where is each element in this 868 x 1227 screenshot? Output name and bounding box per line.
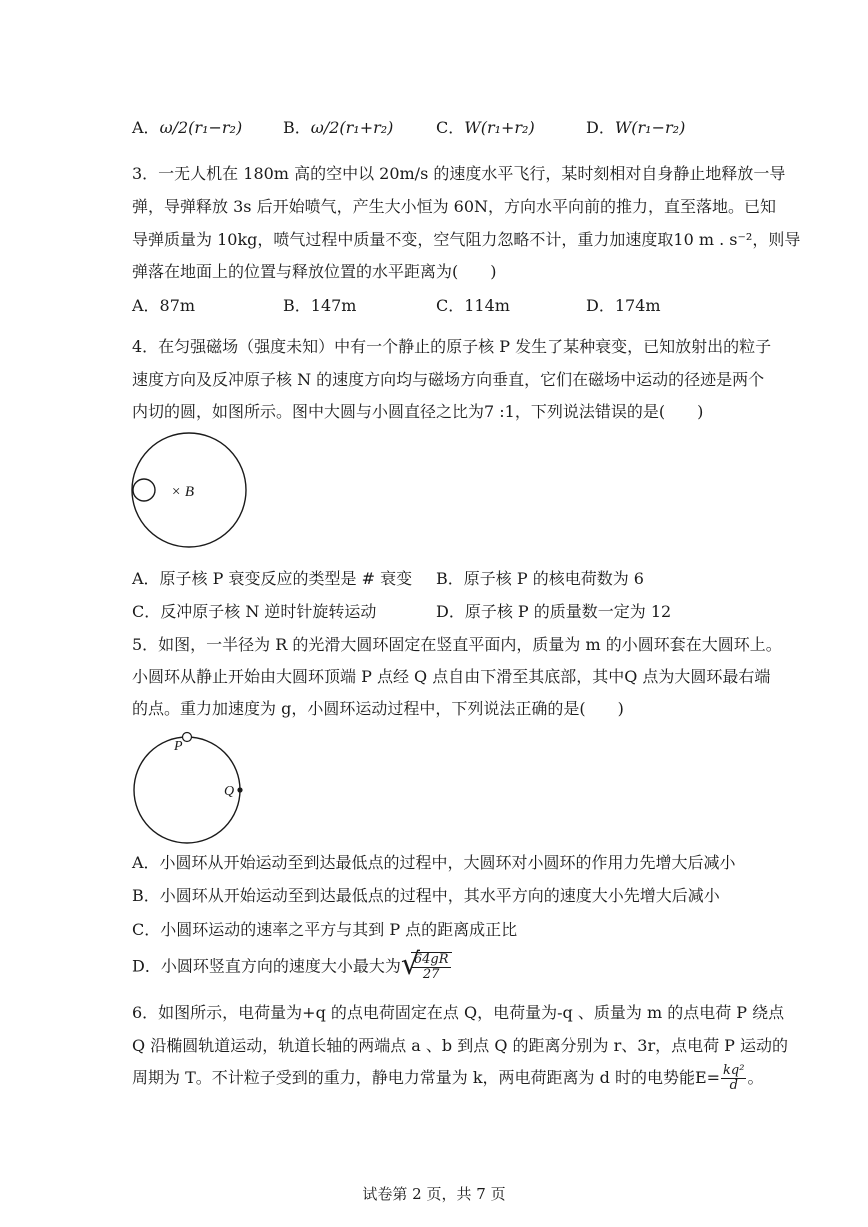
q5-line-3: 的点。重力加速度为 g，小圆环运动过程中，下列说法正确的是( ) <box>132 699 624 718</box>
q2-option-a-label: A． <box>132 118 160 137</box>
q2-option-d-label: D． <box>586 118 615 137</box>
q2-option-b <box>283 118 393 138</box>
q5-point-q-dot <box>237 787 242 792</box>
q6-energy-num: kq² <box>723 1063 745 1078</box>
q2-option-b-expr: ω/2(r₁+r₂) <box>310 118 394 137</box>
q5-label-p: P <box>174 739 183 754</box>
q5-option-d-num: 64gR <box>413 952 449 967</box>
q4-figure <box>128 428 252 552</box>
q5-line-1: 5．如图，一半径为 R 的光滑大圆环固定在竖直平面内，质量为 m 的小圆环套在大圆环上。 <box>132 635 782 654</box>
q5-line-2: 小圆环从静止开始由大圆环顶端 P 点经 Q 点自由下滑至其底部，其中Q 点为大圆环最右端 <box>132 667 771 686</box>
q2-option-d <box>586 118 685 138</box>
q2-option-b-label: B． <box>283 118 311 137</box>
q5-option-c: C．小圆环运动的速率之平方与其到 P 点的距离成正比 <box>132 920 518 939</box>
q4-line-2: 速度方向及反冲原子核 N 的速度方向均与磁场方向垂直，它们在磁场中运动的径迹是两个 <box>132 370 765 389</box>
q4-small-circle <box>133 479 155 501</box>
q5-option-b: B．小圆环从开始运动至到达最低点的过程中，其水平方向的速度大小先增大后减小 <box>132 886 720 905</box>
q5-option-d <box>132 947 452 982</box>
q4-option-b: B．原子核 P 的核电荷数为 6 <box>436 569 644 588</box>
q5-label-q: Q <box>224 784 235 799</box>
q6-energy-den: d <box>729 1078 738 1093</box>
q2-option-c <box>436 118 535 138</box>
q6-line-3-suffix: 。 <box>747 1068 764 1087</box>
q5-figure <box>128 728 252 846</box>
q4-line-1: 4．在匀强磁场（强度未知）中有一个静止的原子核 P 发生了某种衰变，已知放射出的粒子 <box>132 337 772 356</box>
q4-field-label: × B <box>171 484 195 500</box>
q5-option-a: A．小圆环从开始运动至到达最低点的过程中，大圆环对小圆环的作用力先增大后减小 <box>132 853 736 872</box>
q6-line-2: Q 沿椭圆轨道运动，轨道长轴的两端点 a 、b 到点 Q 的距离分别为 r、3r，点电荷 P 运动的 <box>132 1036 789 1055</box>
q6-line-3-prefix: 周期为 T。不计粒子受到的重力，静电力常量为 k，两电荷距离为 d 时的电势能E= <box>132 1068 721 1087</box>
page-footer: 试卷第 2 页，共 7 页 <box>362 1185 506 1203</box>
q4-option-c: C．反冲原子核 N 逆时针旋转运动 <box>132 602 377 621</box>
q6-energy-fraction <box>721 1064 746 1093</box>
q6-line-3 <box>132 1064 763 1093</box>
q5-option-d-prefix: D．小圆环竖直方向的速度大小最大为 <box>132 956 401 976</box>
q5-small-ring <box>183 733 192 742</box>
q3-option-a: A．87m <box>132 296 196 315</box>
q2-option-d-expr: W(r₁−r₂) <box>614 118 686 137</box>
q3-line-1: 3．一无人机在 180m 高的空中以 20m/s 的速度水平飞行，某时刻相对自身静止地释放一导 <box>132 164 786 183</box>
q6-line-1: 6．如图所示，电荷量为+q 的点电荷固定在点 Q，电荷量为-q 、质量为 m 的点电荷 P 绕点 <box>132 1003 785 1022</box>
q4-option-d: D．原子核 P 的质量数一定为 12 <box>436 602 672 621</box>
q4-line-3: 内切的圆，如图所示。图中大圆与小圆直径之比为7 :1，下列说法错误的是( ) <box>132 402 704 421</box>
q5-option-d-den: 27 <box>422 967 440 982</box>
q4-option-a: A．原子核 P 衰变反应的类型是 # 衰变 <box>132 569 413 588</box>
q5-option-d-sqrt: √ $\frac{64gR}{27}$ <box>401 952 452 982</box>
q2-option-a <box>132 118 242 138</box>
q3-line-2: 弹，导弹释放 3s 后开始喷气，产生大小恒为 60N，方向水平向前的推力，直至落地。已知 <box>132 197 777 216</box>
q3-option-c: C．114m <box>436 296 510 315</box>
q3-option-d: D．174m <box>586 296 661 315</box>
q2-option-a-expr: ω/2(r₁−r₂) <box>159 118 243 137</box>
q3-line-4: 弹落在地面上的位置与释放位置的水平距离为( ) <box>132 262 497 281</box>
q3-line-3: 导弹质量为 10kg，喷气过程中质量不变，空气阻力忽略不计，重力加速度取10 m . s⁻²，则导 <box>132 230 801 249</box>
q2-option-c-expr: W(r₁+r₂) <box>464 118 535 137</box>
q3-option-b: B．147m <box>283 296 357 315</box>
q2-option-c-label: C． <box>436 118 465 137</box>
